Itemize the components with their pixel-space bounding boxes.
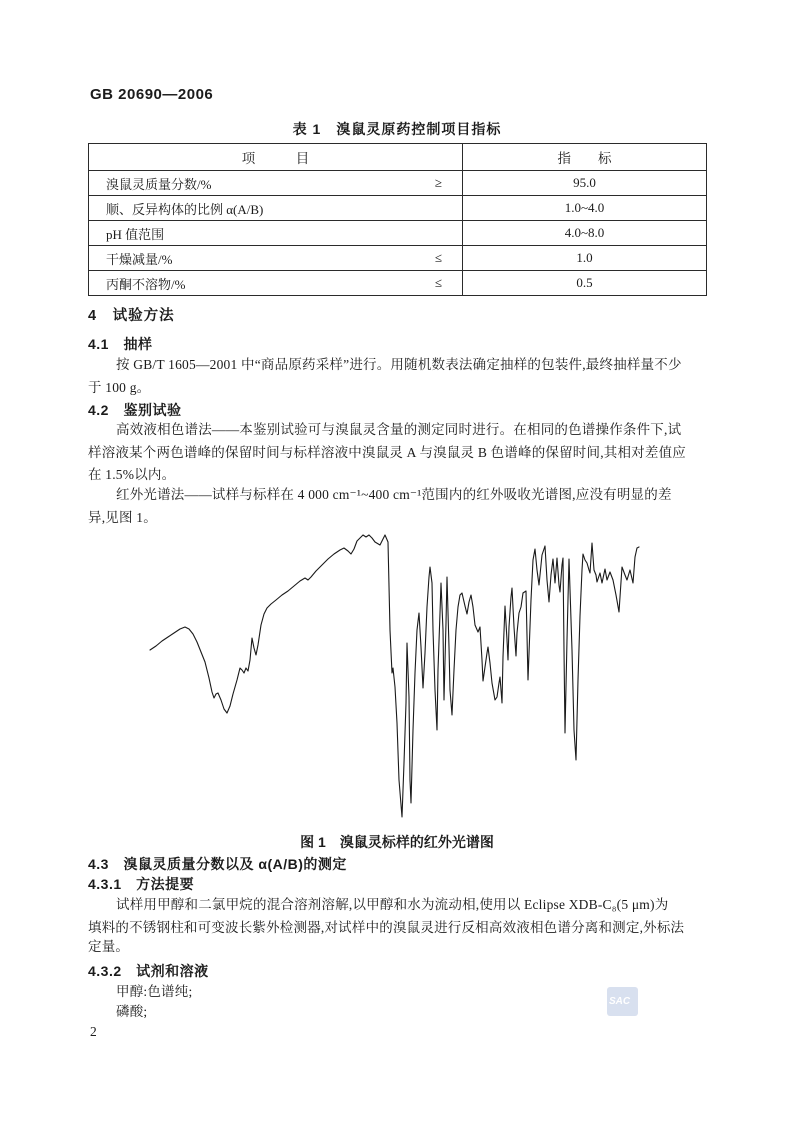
paragraph-line: 红外光谱法——试样与标样在 4 000 cm⁻¹~400 cm⁻¹范围内的红外吸收光谱图,应没有明显的差 xyxy=(116,487,672,502)
table-row xyxy=(89,196,707,221)
section-heading-4-3-2: 4.3.2 试剂和溶液 xyxy=(88,963,209,979)
paragraph-line: 样溶液某个两色谱峰的保留时间与标样溶液中溴鼠灵 A 与溴鼠灵 B 色谱峰的保留时间,其相对差值应 xyxy=(88,445,686,460)
row-op: ≤ xyxy=(434,275,442,290)
paragraph-line: 在 1.5%以内。 xyxy=(88,467,176,482)
table-header-row xyxy=(89,144,707,171)
row-value: 95.0 xyxy=(463,171,707,196)
row-value: 0.5 xyxy=(463,271,707,296)
table-header-value: 指 标 xyxy=(463,144,707,171)
sac-watermark-logo xyxy=(607,987,638,1016)
paragraph-line: 按 GB/T 1605—2001 中“商品原药采样”进行。用随机数表法确定抽样的包装件,最终抽样量不少 xyxy=(116,357,682,372)
spec-table xyxy=(88,143,707,296)
row-value: 4.0~8.0 xyxy=(463,221,707,246)
table-row xyxy=(89,271,707,296)
sac-watermark-label: SAC xyxy=(609,996,631,1007)
row-item-label: pH 值范围 xyxy=(106,226,165,242)
row-op: ≤ xyxy=(434,250,442,265)
standard-number: GB 20690—2006 xyxy=(90,86,214,103)
row-item-label: 丙酮不溶物/% xyxy=(106,276,186,292)
section-heading-4-1: 4.1 抽样 xyxy=(88,336,153,352)
row-op: ≥ xyxy=(434,175,442,190)
paragraph-line: 异,见图 1。 xyxy=(88,510,157,525)
reagent-line: 磷酸; xyxy=(116,1004,148,1019)
reagent-line: 甲醇:色谱纯; xyxy=(116,984,193,999)
row-item-label: 顺、反异构体的比例 α(A/B) xyxy=(106,201,264,217)
row-value: 1.0~4.0 xyxy=(463,196,707,221)
table-row xyxy=(89,171,707,196)
section-heading-4-3-1: 4.3.1 方法提要 xyxy=(88,876,195,892)
page-number: 2 xyxy=(90,1024,97,1039)
paragraph-line: 于 100 g。 xyxy=(88,380,151,395)
table-row xyxy=(89,221,707,246)
table-header-item: 项 目 xyxy=(89,144,463,171)
table-row xyxy=(89,246,707,271)
ir-spectrum-figure xyxy=(130,530,690,830)
section-heading-4-3: 4.3 溴鼠灵质量分数以及 α(A/B)的测定 xyxy=(88,856,347,872)
row-value: 1.0 xyxy=(463,246,707,271)
row-item-label: 溴鼠灵质量分数/% xyxy=(106,176,212,192)
ir-spectrum-svg xyxy=(130,530,690,830)
figure-caption: 图 1 溴鼠灵标样的红外光谱图 xyxy=(300,834,494,850)
table-title: 表 1 溴鼠灵原药控制项目指标 xyxy=(292,121,502,137)
row-item-label: 干燥减量/% xyxy=(106,251,173,267)
section-heading-4-2: 4.2 鉴别试验 xyxy=(88,402,182,418)
section-heading-4: 4 试验方法 xyxy=(88,308,175,324)
ir-trace-line xyxy=(150,535,639,817)
paragraph-line: 定量。 xyxy=(88,939,130,954)
paragraph-line: 填料的不锈钢柱和可变波长紫外检测器,对试样中的溴鼠灵进行反相高效液相色谱分离和测定,外标法 xyxy=(88,920,685,935)
paragraph-line: 试样用甲醇和二氯甲烷的混合溶剂溶解,以甲醇和水为流动相,使用以 Eclipse XDB-C₈(5 μm)为 xyxy=(116,897,669,912)
paragraph-line: 高效液相色谱法——本鉴别试验可与溴鼠灵含量的测定同时进行。在相同的色谱操作条件下,试 xyxy=(116,422,682,437)
